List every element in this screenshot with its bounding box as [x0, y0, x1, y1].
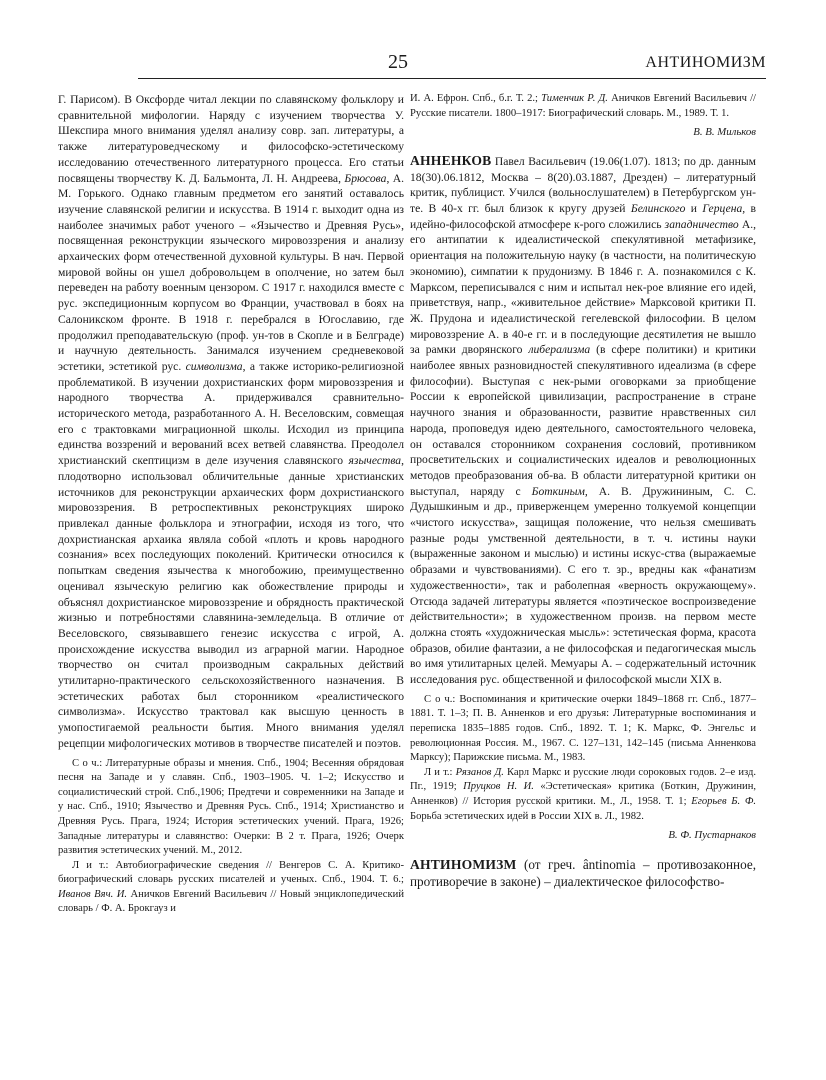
- running-head: АНТИНОМИЗМ: [645, 54, 766, 71]
- entry-continuation-paragraph: Г. Парисом). В Оксфорде читал лекции по славянскому фольклору и сравнительной мифологии. Наряду с изучением творчества У. Шекспира много внимания уделял анализу совр. зап. литературы, а также литературоведческому и философско-эстетическому исследованию отечественного литературного процесса. Его статьи посвящены творчеству К. Д. Бальмонта, Л. Н. Андреева, Брюсова, А. М. Горького. Однако главным предметом его занятий оставалось изучение славянской религии и искусства. В 1914 г. выходит одна из наиболее значимых работ ученого – «Язычество и Древняя Русь», посвященная реконструкции языческого мировоззрения и анализу архаических форм отечественной духовной культуры. В нач. Первой мировой войны он ушел добровольцем в ополчение, но затем был переведен на работу военным цензором. С 1917 г. находился вместе с рус. экспедиционным корпусом во Франции, участвовал в боях на Салоникском фронте. В 1918 г. перебрался в Югославию, где продолжил преподавательскую (проф. ун-тов в Скопле и в Белграде) и научную деятельность. Занимался изучением средневековой эстетики, эстетикой рус. символизма, а также историко-религиозной проблематикой. В изучении дохристианских форм мировоззрения и народного творчества А. придерживался сравнительно-исторического метода, разработанного А. Н. Веселовским, совмещая его с трактовками миграционной школы. Исходил из принципа единства воззрений и верований всех ветвей славянства. Преодолел христианский скептицизм в деле изучения славянского язычества, плодотворно использовал обличительные данные христианских источников для реконструкции архаических форм дохристианского мировоззрения. В ретроспективных реконструкциях широко привлекал данные фольклора и этнографии, исходя из того, что дохристианская архаика являла собой «плоть и кровь народного сознания» всех последующих поколений. Критически относился к попыткам сведения язычества к многобожию, преимущественно оценивал языческую религию как обожествление природы и объяснял дохристианское мировоззрение и обрядность практической жизнью и потребностями славянина-земледельца. В отличие от Веселовского, связывавшего генезис искусства с игрой, А. происхождение искусства выводил из аграрной магии. Народное творчество он считал производным сакральных действий утилитарно-практического сельскохозяйственного назначения. В эстетических работах был сторонником «реалистического символизма». Искусство трактовал как высшую ценность в умопостигаемой реальности бытия. Много внимания уделял рецепции мифологических мотивов в творчестве писателей и поэтов.: [58, 93, 404, 750]
- works-label: С о ч.:: [424, 693, 456, 705]
- headword-annenkov: АННЕНКОВ: [410, 152, 492, 168]
- header-rule: [138, 78, 766, 79]
- left-column: [58, 92, 404, 917]
- literature-list-annenkov: Л и т.: Рязанов Д. Карл Маркс и русские люди сороковых годов. 2–е изд. Пг., 1919; Пруцков Н. И. «Эстетическая» критика (Боткин, Дружинин, Анненков) // История русской критики. М., Л., 1958. Т. 1; Егорьев Б. Ф. Борьба эстетических идей в России XIX в. Л., 1982.: [410, 766, 757, 822]
- literature-list: Л и т.: Автобиографические сведения // Венгеров С. А. Критико-биографический словарь русских писателей и ученых. Спб., 1904. Т. 6.; Иванов Вяч. И. Аничков Евгений Васильевич // Новый энциклопедический словарь / Ф. А. Брокгауз и: [58, 859, 405, 915]
- literature-label: Л и т.:: [72, 859, 109, 871]
- entry-annenkov: АННЕНКОВ Павел Васильевич (19.06(1.07). 1813; по др. данным 18(30).06.1812, Москва – 8(20).03.1887, Дрезден) – литературный критик, публицист. Учился (вольнослушателем) в Петербургском ун-те. В 40-х гг. был близок к кругу друзей Белинского и Герцена, в идейно-философской атмосфере к-рого сложились западничество А., его антипатии к идеалистической спекулятивной метафизике, ориентация на положительную науку (в частности, на политическую экономию), симпатии к прудонизму. В 1846 г. А. познакомился с К. Марксом, переписывался с ним и испытал нек-рое влияние его идей, приветствуя, напр., «живительное действие» Марксовой критики П. Ж. Прудона и идеалистической гегелевской философии. В целом мировоззрение А. в 40-е гг. и в последующие десятилетия не вышло за рамки дворянского либерализма (в сфере политики) и критики наиболее явных разновидностей спекулятивного идеализма (в сфере философии). Выступая с нек-рыми оговорками за приобщение России к европейской цивилизации, распространение в стране научного знания и образованности, развитие нравственных сил народа, проповедуя идею деятельного, самостоятельного человека, он оставался сторонником сохранения сословий, противником просветительских и социалистических идеалов и революционных методов преобразования об-ва. В области литературной критики он выступал, наряду с Боткиным, А. В. Дружининым, С. С. Дудышкиным и др., приверженцем умеренно толкуемой концепции «чистого искусства», защищая положение, что нельзя смешивать разные роды умственной деятельности, в т. ч. истины науки (выраженные законом и мыслью) и истины искус-ства (выражаемые образами и чувствованиями). С его т. зр., вредны как «фанатизм художественности», так и раболепная «верность окружающему». Отсюда задачей литературы является «поэтическое воспроизведение действительности»; в художественном произв. на первом месте должна стоять «художническая мысль»: эстетическая форма, красота образов, обилие фантазии, а не философская и педагогическая мысль во имя утилитарных целей. Мемуары А. – содержательный источник исследования рус. общественной и философской мысли XIX в.: [410, 152, 757, 687]
- works-label: С о ч.:: [72, 757, 103, 769]
- right-column: [410, 92, 756, 890]
- works-list-annenkov: С о ч.: Воспоминания и критические очерки 1849–1868 гг. Спб., 1877–1881. Т. 1–3; П. В. Анненков и его друзья: Литературные воспоминания и переписка 1835–1885 годов. Спб., 1892. Т. 1; К. Маркс, Ф. Энгельс и революционная Россия. М., 1967. С. 127–131, 142–145 (письма Анненкова Марксу); Парижские письма. М., 1983.: [410, 693, 756, 764]
- literature-list-continued: И. А. Ефрон. Спб., б.г. Т. 2.; Тименчик Р. Д. Аничков Евгений Васильевич // Русские писатели. 1800–1917: Биографический словарь. М., 1989. Т. 1.: [410, 93, 756, 119]
- page-header: [138, 50, 766, 84]
- entry-antinomism: АНТИНОМИЗМ (от греч. ântinomia – противозаконное, противоречие в законе) – диалектическое философство-: [410, 856, 756, 889]
- headword-antinomism: АНТИНОМИЗМ: [410, 856, 517, 872]
- author-signature: В. В. Мильков: [693, 126, 756, 139]
- literature-label: Л и т.:: [424, 766, 453, 778]
- works-list: С о ч.: Литературные образы и мнения. Спб., 1904; Весенняя обрядовая песня на Западе и у славян. Спб., 1903–1905. Ч. 1–2; Искусство и социалистический строй. Спб.,1906; Предтечи и современники на Западе и у нас. Спб., 1910; Язычество и Древняя Русь. Спб., 1914; Христианство и Древняя Русь. Прага, 1924; История эстетических учений. Прага, 1926; Западные литературы и славянство: Очерки: В 2 т. Прага, 1926; Очерк развития эстетических учений. М., 2012.: [58, 757, 404, 857]
- author-signature-annenkov: В. Ф. Пустарнаков: [668, 829, 756, 842]
- page-number: 25: [388, 51, 408, 73]
